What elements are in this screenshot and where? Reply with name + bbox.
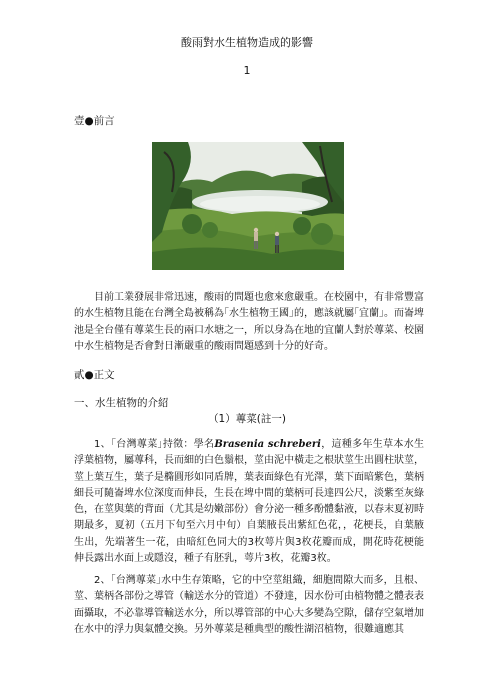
para1-rest: ，這種多年生草本水生浮葉植物，屬蓴科，長而細的白色鬚根，莖由泥中橫走之根狀莖生出圓柱狀莖，莖上葉互生，葉子是橢圓形如同盾牌，葉表面綠色有光澤，葉下面暗紫色，葉柄細長可隨崙埤水位深度而伸長，生長在埤中間的葉柄可長達四公尺，淡紫至灰綠色，在莖與葉的背面（尤其是幼嫩部份）會分泌一種多酚體黏液，以春末夏初時期最多，夏初（五月下旬至六月中旬）自葉腋長出紫紅色花，，花梗長，自葉腋生出，先端著生一花，由暗紅色同大的3枚萼片與3枚花瓣而成，開花時花梗能伸長露出水面上或隱沒，種子有胚乳，萼片3枚，花瓣3枚。 — [74, 439, 425, 565]
para1-prefix: 1、｢台灣蓴菜｣持徵：學名 — [94, 439, 215, 450]
subsection-heading: 一、水生植物的介紹 — [74, 397, 169, 409]
section-heading-main: 貳●正文 — [74, 369, 115, 381]
scientific-name: Brasenia schreberi — [214, 439, 321, 450]
plant-heading: （1）蓴菜(註一) — [208, 413, 286, 425]
intro-paragraph: 目前工業發展非常迅速，酸雨的問題也愈來愈嚴重。在校園中，有非常豐富的水生植物且能在台灣全島被稱為｢水生植物王國｣的，應該就屬｢宜蘭｣。而崙埤池是全台僅有蓴菜生長的兩口水塘之一，所以身為在地的宜蘭人對於蓴菜、校園中水生植物是否會對日漸嚴重的酸雨問題感到十分的好奇。 — [74, 292, 424, 352]
pond-landscape-photo — [152, 142, 344, 270]
photo-illustration — [152, 142, 344, 270]
paragraph-survival-strategy: 2、｢台灣蓴菜｣水中生存策略，它的中空莖組織，細胞間隙大而多，且根、莖、葉柄各部份之導管（輸送水分的管道）不發達，因水份可由植物體之體表表面攝取，不必靠導管輸送水分，所以導管部的中心大多變為空隙，儲存空氣增加在水中的浮力與氣體交換。另外蓴菜是種典型的酸性湖沼植物，很難適應其 — [74, 575, 424, 635]
section-heading-preface: 壹●前言 — [74, 115, 115, 127]
document-title: 酸雨對水生植物造成的影響 — [181, 36, 313, 49]
page-number: 1 — [243, 64, 251, 77]
paragraph-taiwan-brasenia-features — [74, 437, 424, 567]
